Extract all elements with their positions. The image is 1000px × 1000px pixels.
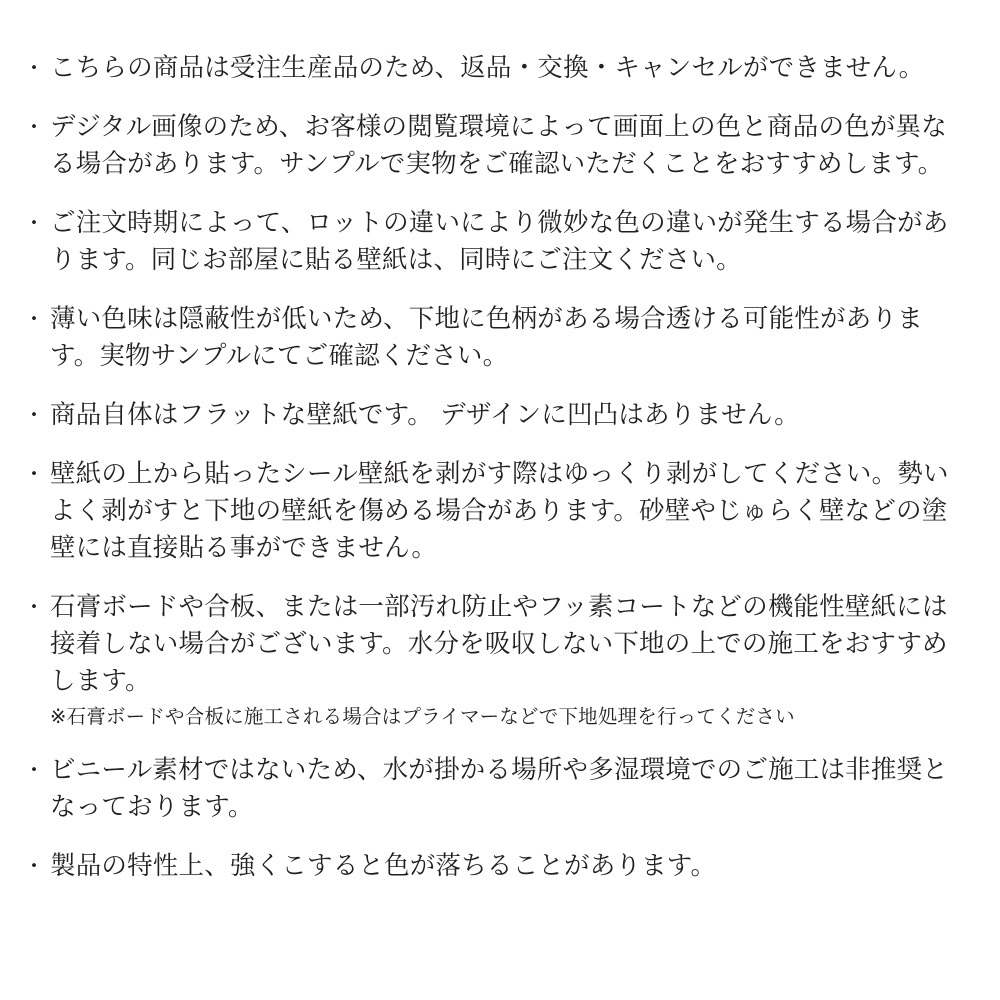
list-item [18,848,970,885]
notice-subtext: ※石膏ボードや合板に施工される場合はプライマーなどで下地処理を行ってください [50,706,795,728]
notice-body [50,50,970,87]
list-item [18,109,970,183]
notice-body [50,301,970,375]
notice-text: 製品の特性上、強くこすると色が落ちることがあります。 [50,852,717,880]
bullet-icon: ・ [23,855,45,878]
notice-body [50,109,970,183]
notice-body [50,848,970,885]
notice-text: デジタル画像のため、お客様の閲覧環境によって画面上の色と商品の色が異なる場合があります。サンプルで実物をご確認いただくことをおすすめします。 [50,113,947,178]
notice-list [18,50,970,885]
list-item [18,50,970,87]
bullet-icon: ・ [23,463,45,486]
list-item [18,456,970,567]
bullet-icon: ・ [23,57,45,80]
list-item [18,397,970,434]
notice-text: 薄い色味は隠蔽性が低いため、下地に色柄がある場合透ける可能性があります。実物サンプルにてご確認ください。 [50,305,923,370]
notice-body [50,456,970,567]
notice-text: 商品自体はフラットな壁紙です。 デザインに凹凸はありません。 [50,401,800,429]
bullet-icon: ・ [23,596,45,619]
bullet-icon: ・ [23,308,45,331]
list-item [18,205,970,279]
list-item [18,301,970,375]
bullet-icon: ・ [23,759,45,782]
notice-body [50,397,970,434]
notice-text: 壁紙の上から貼ったシール壁紙を剥がす際はゆっくり剥がしてください。勢いよく剥がすと下地の壁紙を傷める場合があります。砂壁やじゅらく壁などの塗壁には直接貼る事ができません。 [50,460,949,562]
list-item [18,752,970,826]
notice-text: ご注文時期によって、ロットの違いにより微妙な色の違いが発生する場合があります。同じお部屋に貼る壁紙は、同時にご注文ください。 [50,209,949,274]
bullet-icon: ・ [23,116,45,139]
bullet-icon: ・ [23,212,45,235]
notice-body [50,205,970,279]
notice-text: ビニール素材ではないため、水が掛かる場所や多湿環境でのご施工は非推奨となっております。 [50,756,948,821]
notice-text: 石膏ボードや合板、または一部汚れ防止やフッ素コートなどの機能性壁紙には接着しない場合がございます。水分を吸収しない下地の上での施工をおすすめします。 [50,593,948,695]
bullet-icon: ・ [23,404,45,427]
notice-text: こちらの商品は受注生産品のため、返品・交換・キャンセルができません。 [50,54,925,82]
list-item [18,589,970,732]
notice-body [50,752,970,826]
notice-body [50,589,970,732]
